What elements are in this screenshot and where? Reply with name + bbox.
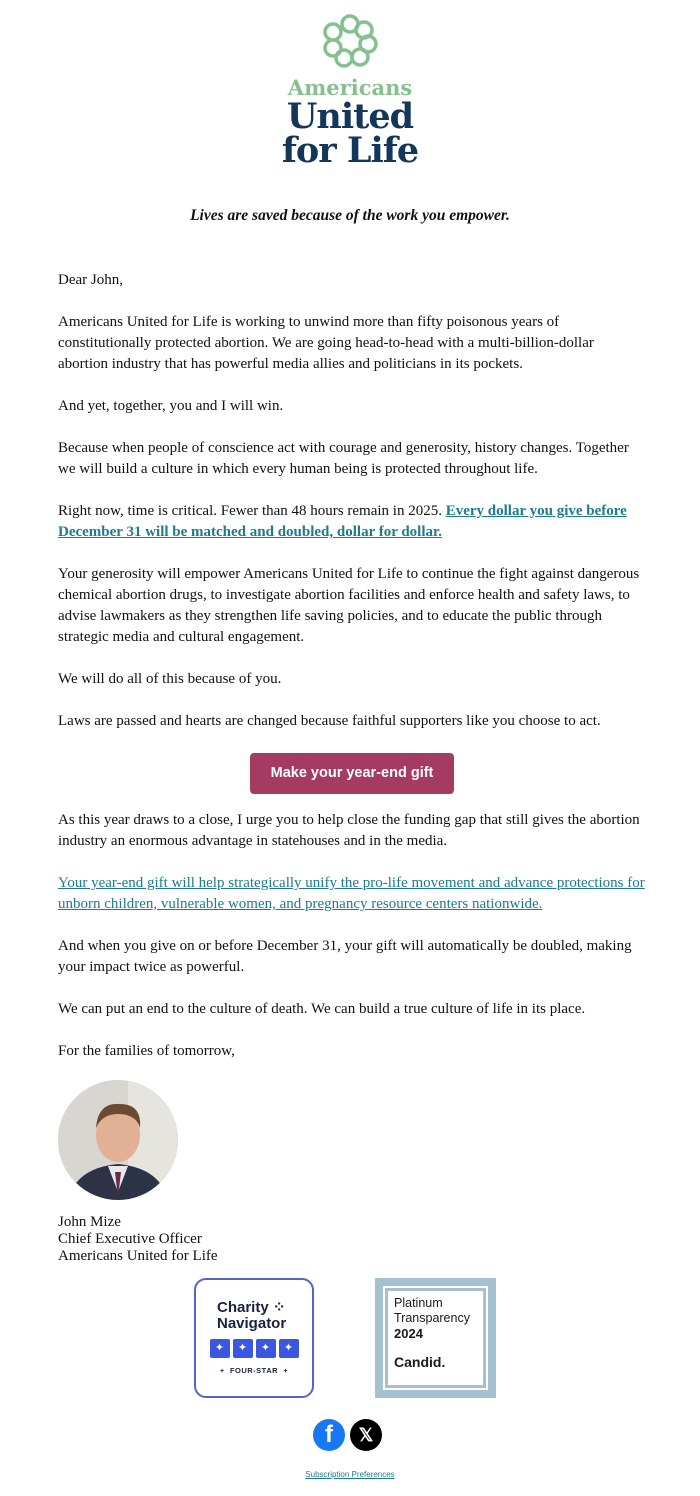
greeting: Dear John, xyxy=(58,272,123,288)
closing: For the families of tomorrow, xyxy=(58,1043,235,1059)
candid-badge[interactable] xyxy=(375,1278,496,1398)
cn-line2: Navigator xyxy=(217,1315,287,1332)
candid-brand: Candid. xyxy=(394,1354,446,1370)
letter-body xyxy=(58,270,646,1265)
signer-title: Chief Executive Officer xyxy=(58,1231,202,1247)
paragraph: We will do all of this because of you. xyxy=(58,671,282,687)
aul-logo[interactable] xyxy=(0,12,700,171)
candid-line1: Platinum xyxy=(394,1296,443,1310)
logo-for-life: for Life xyxy=(281,130,419,171)
paragraph: Americans United for Life is working to unwind more than fifty poisonous years of constitutionally protected abortion. We are going head-to-head with a multi-billion-dollar abortion industry that has powerful media allies and politicians in its pockets. xyxy=(58,314,594,372)
paragraph xyxy=(58,501,646,543)
candid-line2: Transparency xyxy=(394,1311,470,1325)
matching-gift-link[interactable]: Every dollar you give before December 31 will be matched and doubled, dollar for dollar. xyxy=(58,503,627,540)
star-rating xyxy=(196,1339,312,1358)
logo-americans: Americans xyxy=(287,75,413,100)
paragraph: Your generosity will empower Americans United for Life to continue the fight against dangerous chemical abortion drugs, to investigate abortion facilities and enforce health and safety laws, to advise lawmakers as they strengthen life saving policies, and to educate the public through strategic media and cultural engagement. xyxy=(58,566,640,645)
subscription-preferences-link[interactable]: Subscription Preferences xyxy=(305,1470,395,1479)
paragraph: Laws are passed and hearts are changed because faithful supporters like you choose to act. xyxy=(58,713,601,729)
sparkle-icon: ⁘ xyxy=(272,1299,286,1316)
signer-org: Americans United for Life xyxy=(58,1248,218,1264)
paragraph xyxy=(58,873,646,915)
paragraph: Because when people of conscience act with courage and generosity, history changes. Together we will build a culture in which every human being is protected throughout life. xyxy=(58,440,629,477)
badges xyxy=(194,1278,496,1398)
paragraph: We can put an end to the culture of death. We can build a true culture of life in its place. xyxy=(58,1001,586,1017)
tagline: Lives are saved because of the work you empower. xyxy=(190,207,510,224)
candid-year: 2024 xyxy=(394,1326,423,1341)
cn-rating: FOUR-STAR xyxy=(229,1366,279,1375)
cn-line1: Charity xyxy=(217,1299,269,1316)
paragraph: And when you give on or before December 31, your gift will automatically be doubled, making your impact twice as powerful. xyxy=(58,938,632,975)
star-icon: ✦ xyxy=(233,1339,253,1358)
facebook-icon[interactable]: f xyxy=(313,1419,345,1451)
signature xyxy=(58,1214,646,1265)
logo-united: United xyxy=(286,96,414,137)
star-icon: ✦ xyxy=(256,1339,276,1358)
paragraph-text: Right now, time is critical. Fewer than 48 hours remain in 2025. xyxy=(58,503,442,519)
x-twitter-icon[interactable]: 𝕏 xyxy=(350,1419,382,1451)
star-icon: ✦ xyxy=(279,1339,299,1358)
charity-navigator-badge[interactable]: Charity ⁘ Navigator ✦ ✦ ✦ ✦ + FOUR-STAR + xyxy=(194,1278,314,1398)
paragraph: As this year draws to a close, I urge you to help close the funding gap that still gives the abortion industry an enormous advantage in statehouses and in the media. xyxy=(58,812,640,849)
social-links xyxy=(313,1419,382,1451)
star-icon: ✦ xyxy=(210,1339,230,1358)
flower-logo-icon xyxy=(320,12,380,68)
year-end-gift-link[interactable]: Your year-end gift will help strategically unify the pro-life movement and advance protections for unborn children, vulnerable women, and pregnancy resource centers nationwide. xyxy=(58,875,645,912)
ceo-photo xyxy=(58,1080,178,1200)
year-end-gift-button[interactable]: Make your year-end gift xyxy=(250,753,455,794)
paragraph: And yet, together, you and I will win. xyxy=(58,398,284,414)
signer-name: John Mize xyxy=(58,1214,121,1230)
